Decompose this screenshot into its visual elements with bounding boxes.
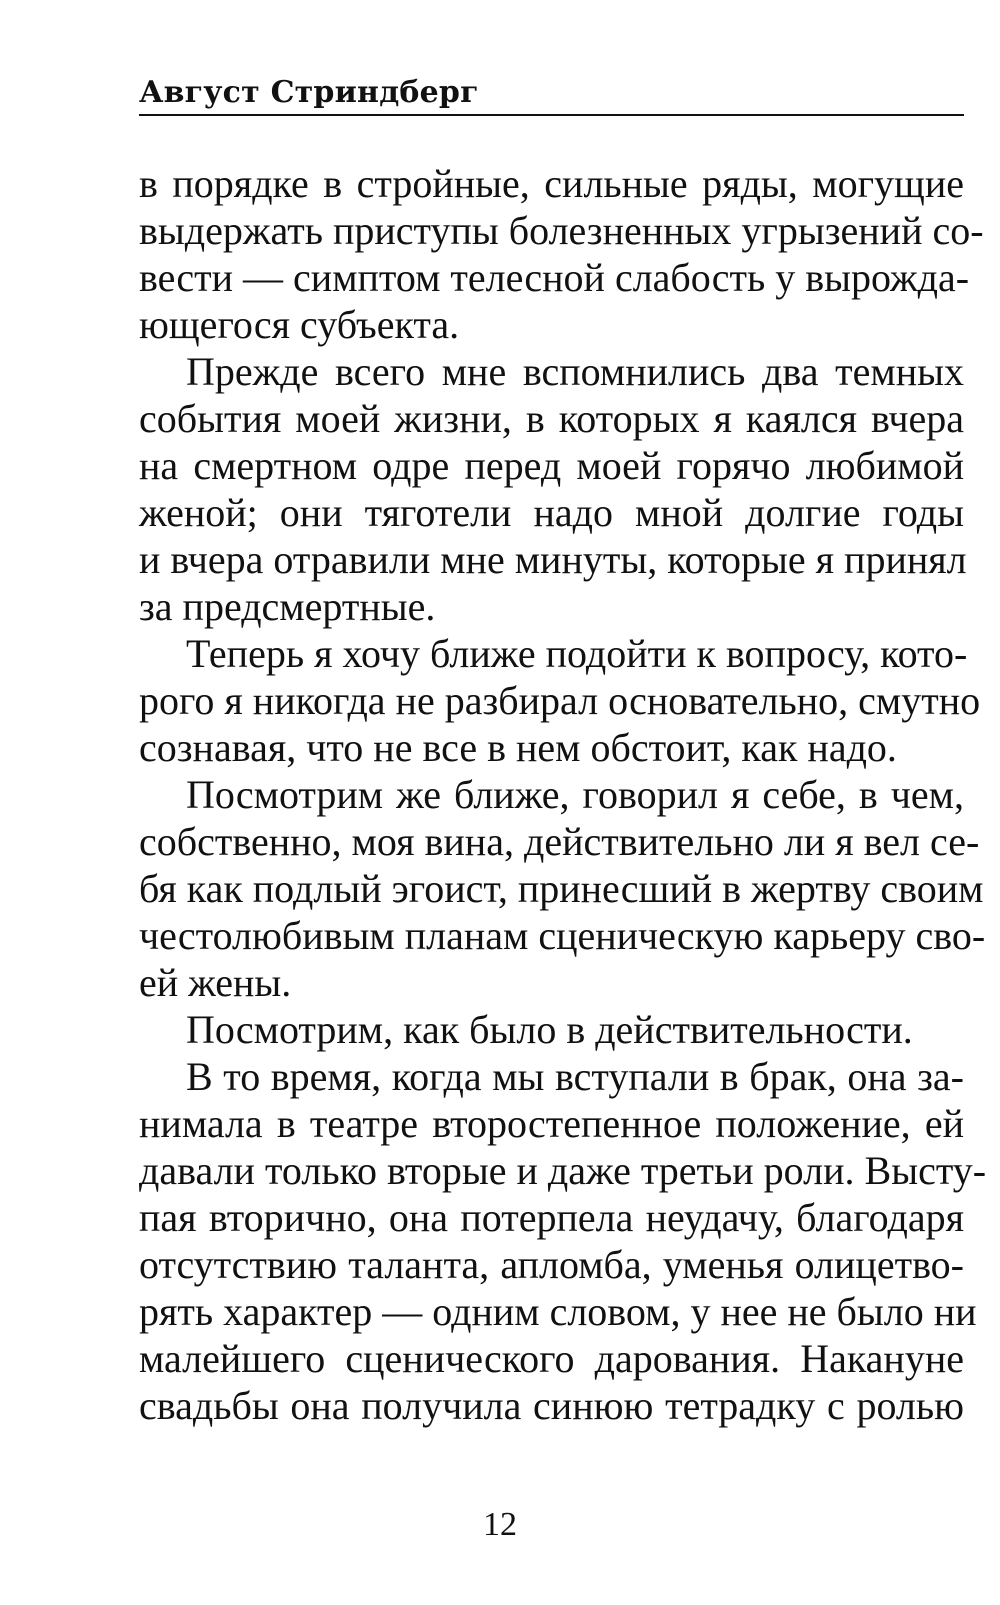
text-line: Прежде всего мне вспомнились два темных — [186, 349, 964, 394]
text-line: честолюбивым планам сценическую карьеру сво- — [139, 913, 986, 958]
text-line: пая вторично, она потерпела неудачу, благодаря — [139, 1195, 964, 1240]
text-line: и вчера отравили мне минуты, которые я принял — [139, 537, 967, 582]
text-line: собственно, моя вина, действительно ли я вел се- — [139, 819, 980, 864]
text-line: давали только вторые и даже третьи роли. Высту- — [139, 1148, 987, 1193]
text-line: нимала в театре второстепенное положение, ей — [139, 1101, 964, 1146]
text-line: Посмотрим, как было в действительности. — [186, 1007, 913, 1052]
text-line: отсутствию таланта, апломба, уменья олицетво- — [139, 1242, 964, 1287]
text-line: ей жены. — [139, 960, 292, 1005]
text-line: вести — симптом телесной слабость у вырожда- — [139, 255, 970, 300]
text-line: на смертном одре перед моей горячо любимой — [139, 443, 964, 488]
text-line: сознавая, что не все в нем обстоит, как надо. — [139, 725, 897, 770]
text-line: свадьбы она получила синюю тетрадку с ролью — [139, 1383, 964, 1428]
text-line: рого я никогда не разбирал основательно, смутно — [139, 678, 981, 723]
text-line: события моей жизни, в которых я каялся вчера — [139, 396, 964, 441]
text-line: Теперь я хочу ближе подойти к вопросу, кото- — [186, 631, 968, 676]
page-number: 12 — [483, 1506, 517, 1543]
text-line: женой; они тяготели надо мной долгие годы — [139, 490, 964, 535]
text-line: В то время, когда мы вступали в брак, она за- — [186, 1054, 964, 1099]
text-line: малейшего сценического дарования. Накануне — [139, 1336, 964, 1381]
text-line: рять характер — одним словом, у нее не было ни — [139, 1289, 977, 1334]
text-line: в порядке в стройные, сильные ряды, могущие — [139, 161, 964, 206]
text-line: Посмотрим же ближе, говорил я себе, в чем, — [186, 772, 964, 817]
text-line: ющегося субъекта. — [139, 302, 460, 347]
text-line: выдержать приступы болезненных угрызений со- — [139, 208, 984, 253]
body-text — [139, 160, 987, 1429]
text-line: бя как подлый эгоист, принесший в жертву своим — [139, 866, 984, 911]
running-head-author: Август Стриндберг — [139, 75, 479, 110]
text-line: за предсмертные. — [139, 584, 436, 629]
running-head — [139, 70, 964, 116]
